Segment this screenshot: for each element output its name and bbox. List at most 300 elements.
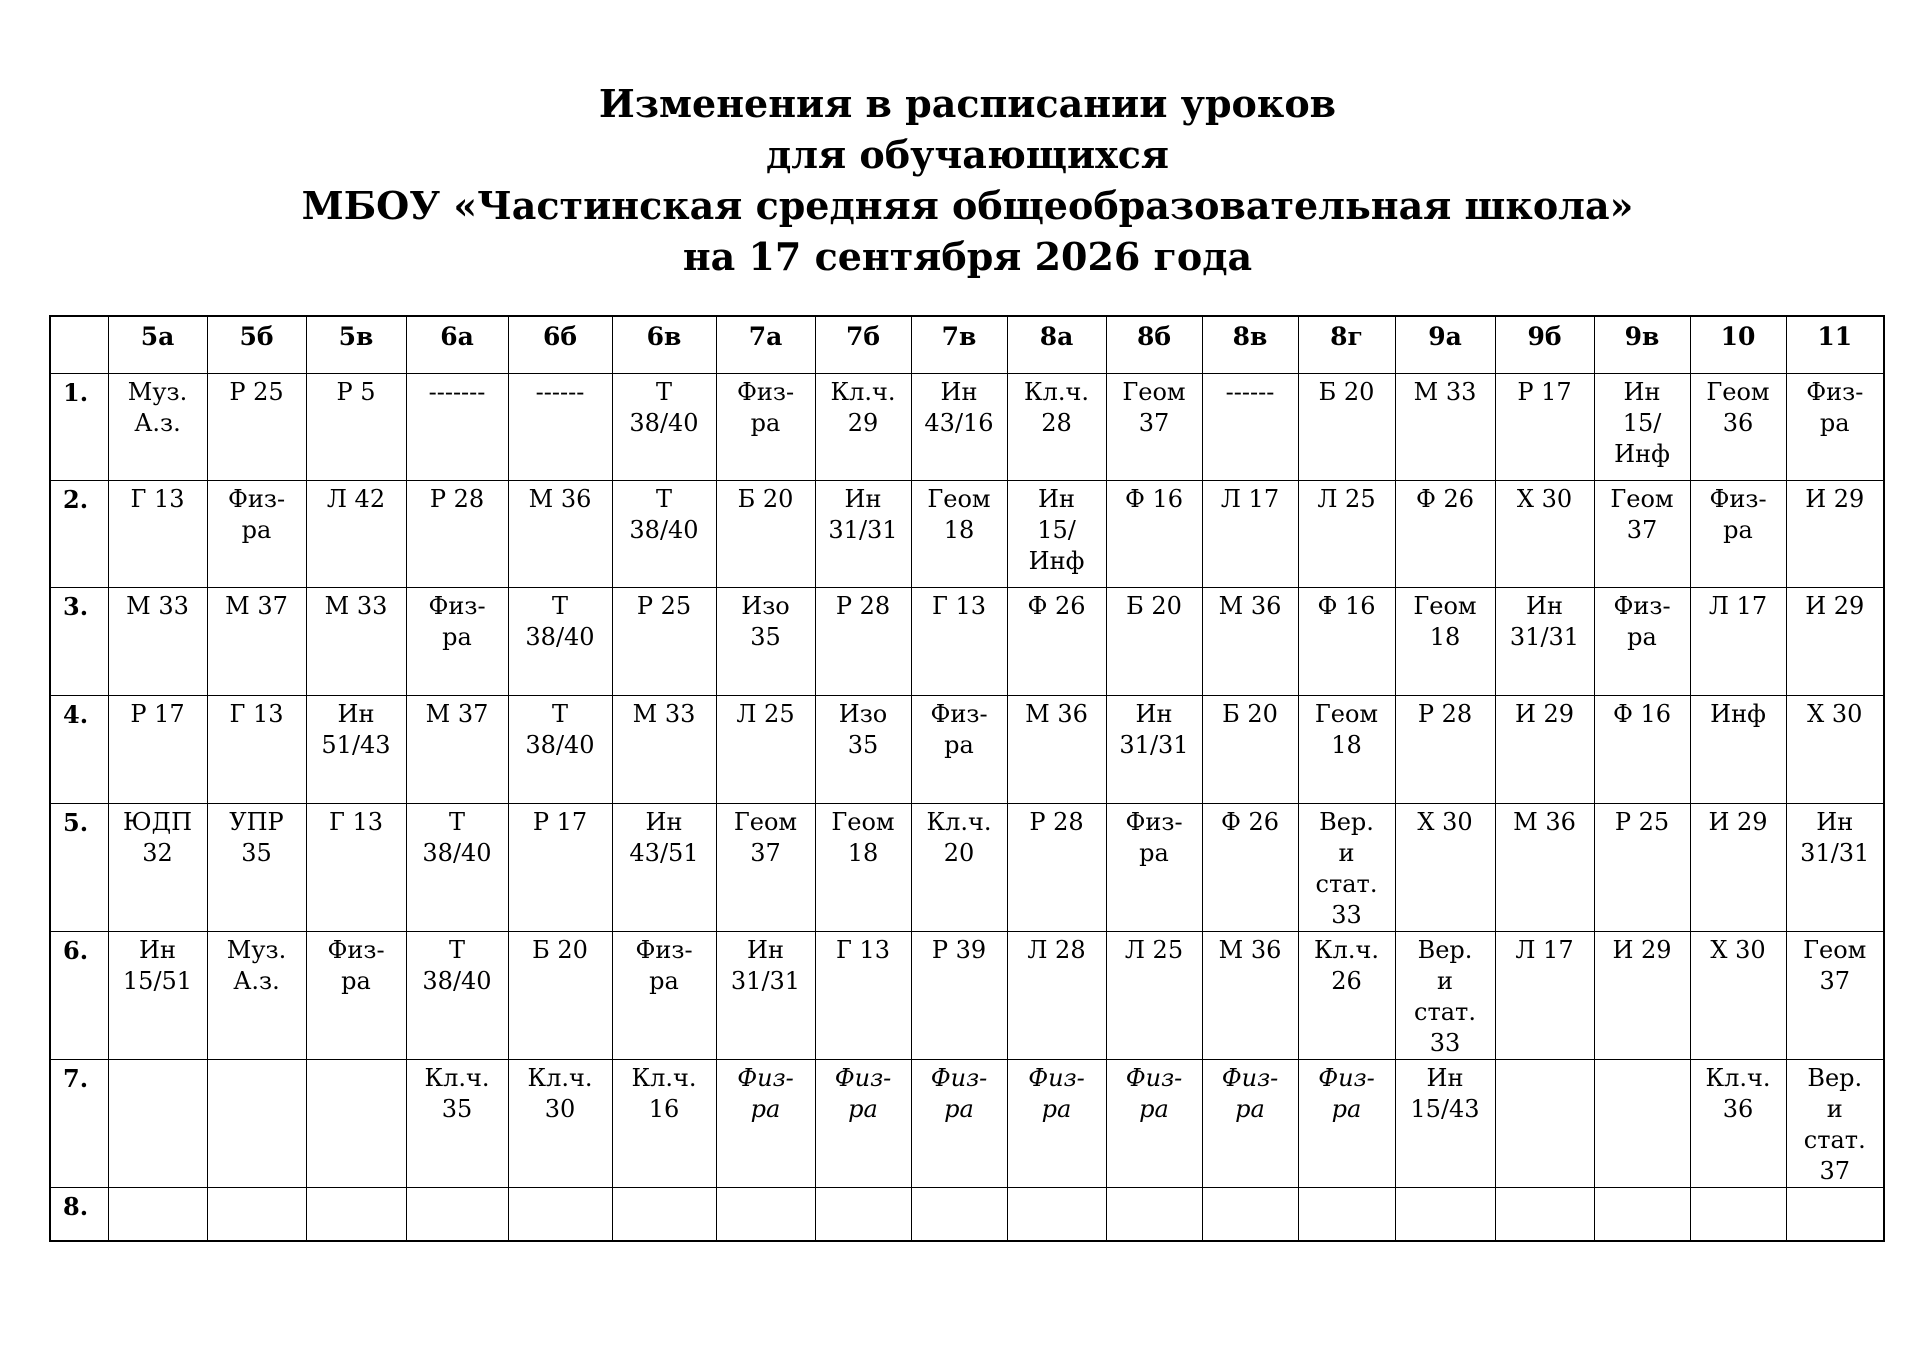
lesson-text: Геом 18: [927, 485, 991, 544]
lesson-cell: [716, 696, 815, 804]
lesson-cell: [508, 804, 612, 932]
lesson-cell: [1594, 1188, 1690, 1242]
lesson-cell: [108, 588, 207, 696]
lesson-cell: [1106, 1060, 1202, 1188]
lesson-cell: [1298, 374, 1395, 481]
lesson-text: Ин 31/31: [1800, 808, 1870, 867]
lesson-cell: [815, 1188, 911, 1242]
lesson-cell: [612, 374, 716, 481]
lesson-cell: [716, 374, 815, 481]
lesson-cell: [406, 932, 508, 1060]
column-header: 9б: [1495, 316, 1594, 374]
lesson-cell: [1395, 374, 1495, 481]
lesson-cell: [911, 588, 1007, 696]
lesson-cell: [612, 804, 716, 932]
lesson-cell: [1594, 588, 1690, 696]
lesson-text: Физ- ра: [834, 1064, 892, 1123]
lesson-text: Геом 18: [831, 808, 895, 867]
lesson-text: Кл.ч. 36: [1705, 1064, 1771, 1123]
lesson-text: Г 13: [229, 700, 284, 728]
lesson-text: Ин 43/16: [924, 378, 994, 437]
lesson-text: Р 39: [931, 936, 987, 964]
column-header: 9а: [1395, 316, 1495, 374]
lesson-text: Инф: [1710, 700, 1766, 728]
lesson-text: Р 28: [429, 485, 485, 513]
period-number: 5.: [50, 804, 108, 932]
lesson-cell: [1395, 1060, 1495, 1188]
lesson-text: Р 17: [130, 700, 185, 728]
lesson-text: Физ- ра: [227, 485, 286, 544]
lesson-cell: [1594, 1060, 1690, 1188]
lesson-text: Кл.ч. 28: [1024, 378, 1089, 437]
lesson-text: Л 17: [1708, 592, 1768, 620]
lesson-text: Х 30: [1417, 808, 1473, 836]
period-number: 4.: [50, 696, 108, 804]
lesson-cell: [716, 804, 815, 932]
lesson-cell: [508, 932, 612, 1060]
lesson-text: М 36: [528, 485, 592, 513]
lesson-text: Б 20: [737, 485, 794, 513]
lesson-text: Физ- ра: [930, 700, 988, 759]
lesson-text: Р 28: [835, 592, 891, 620]
lesson-text: Л 25: [736, 700, 795, 728]
lesson-cell: [406, 588, 508, 696]
lesson-cell: [1495, 1060, 1594, 1188]
lesson-cell: [1298, 804, 1395, 932]
lesson-cell: [1495, 481, 1594, 588]
lesson-cell: [1786, 932, 1884, 1060]
lesson-cell: [612, 696, 716, 804]
lesson-cell: [207, 696, 306, 804]
column-header: 7б: [815, 316, 911, 374]
lesson-cell: [1786, 481, 1884, 588]
lesson-cell: [1594, 932, 1690, 1060]
lesson-text: Геом 18: [1413, 592, 1477, 651]
lesson-text: И 29: [1514, 700, 1575, 728]
lesson-cell: [1202, 696, 1298, 804]
lesson-cell: [1594, 374, 1690, 481]
lesson-cell: [815, 804, 911, 932]
column-header: 9в: [1594, 316, 1690, 374]
lesson-cell: [1395, 588, 1495, 696]
column-header: 7а: [716, 316, 815, 374]
lesson-text: М 36: [1218, 592, 1282, 620]
lesson-cell: [1690, 374, 1786, 481]
column-header: 10: [1690, 316, 1786, 374]
lesson-cell: [1495, 374, 1594, 481]
lesson-cell: [1007, 481, 1106, 588]
lesson-text: Кл.ч. 35: [424, 1064, 490, 1123]
lesson-cell: [207, 374, 306, 481]
lesson-text: Ин 51/43: [321, 700, 391, 759]
lesson-text: Ф 26: [1415, 485, 1475, 513]
lesson-cell: [508, 1188, 612, 1242]
lesson-cell: [306, 481, 406, 588]
column-header: 5в: [306, 316, 406, 374]
lesson-text: Физ- ра: [1318, 1064, 1375, 1123]
lesson-text: Т 38/40: [629, 485, 699, 544]
lesson-cell: [1007, 588, 1106, 696]
lesson-cell: [716, 588, 815, 696]
lesson-text: Р 25: [229, 378, 284, 406]
lesson-cell: [1202, 374, 1298, 481]
lesson-cell: [1298, 481, 1395, 588]
lesson-cell: [1495, 804, 1594, 932]
table-row: [50, 1188, 1884, 1242]
lesson-text: Х 30: [1710, 936, 1766, 964]
lesson-cell: [612, 1060, 716, 1188]
lesson-text: И 29: [1805, 485, 1865, 513]
lesson-text: Б 20: [1318, 378, 1375, 406]
lesson-cell: [1786, 588, 1884, 696]
lesson-cell: [1007, 804, 1106, 932]
column-header: 6а: [406, 316, 508, 374]
corner-cell: [50, 316, 108, 374]
lesson-text: Р 25: [636, 592, 692, 620]
lesson-cell: [306, 804, 406, 932]
lesson-text: Физ- ра: [1709, 485, 1767, 544]
lesson-text: Л 28: [1027, 936, 1086, 964]
lesson-cell: [406, 374, 508, 481]
lesson-text: Изо 35: [741, 592, 790, 651]
lesson-text: Кл.ч. 20: [926, 808, 992, 867]
lesson-cell: [815, 588, 911, 696]
lesson-cell: [815, 696, 911, 804]
lesson-cell: [207, 804, 306, 932]
lesson-cell: [911, 804, 1007, 932]
lesson-cell: [406, 1188, 508, 1242]
lesson-cell: [1690, 932, 1786, 1060]
lesson-cell: [1106, 696, 1202, 804]
lesson-text: Физ- ра: [1806, 378, 1864, 437]
lesson-text: Ин 15/43: [1410, 1064, 1480, 1123]
lesson-text: М 33: [1413, 378, 1477, 406]
lesson-cell: [108, 696, 207, 804]
lesson-text: И 29: [1708, 808, 1768, 836]
lesson-text: М 37: [425, 700, 489, 728]
lesson-text: Ин 31/31: [730, 936, 801, 995]
lesson-cell: [1395, 932, 1495, 1060]
lesson-text: ------: [1225, 378, 1275, 406]
lesson-cell: [1298, 1188, 1395, 1242]
lesson-text: Л 17: [1515, 936, 1574, 964]
table-row: [50, 588, 1884, 696]
lesson-text: Муз. А.з.: [127, 378, 188, 437]
lesson-cell: [108, 932, 207, 1060]
lesson-text: ------: [535, 378, 585, 406]
lesson-text: Физ- ра: [737, 1064, 794, 1123]
lesson-cell: [1495, 696, 1594, 804]
lesson-cell: [1106, 1188, 1202, 1242]
lesson-cell: [1786, 1188, 1884, 1242]
lesson-cell: [508, 481, 612, 588]
lesson-cell: [1495, 932, 1594, 1060]
lesson-cell: [1106, 932, 1202, 1060]
lesson-text: Б 20: [1126, 592, 1182, 620]
lesson-cell: [1690, 481, 1786, 588]
period-number: 8.: [50, 1188, 108, 1242]
period-number: 7.: [50, 1060, 108, 1188]
lesson-cell: [406, 481, 508, 588]
lesson-cell: [612, 588, 716, 696]
lesson-text: М 33: [632, 700, 696, 728]
lesson-cell: [1690, 1060, 1786, 1188]
lesson-text: Физ- ра: [327, 936, 385, 995]
lesson-text: Ин 31/31: [1119, 700, 1189, 759]
lesson-text: Л 42: [326, 485, 386, 513]
lesson-text: Вер. и стат. 37: [1803, 1064, 1866, 1185]
lesson-text: Г 13: [835, 936, 891, 964]
lesson-cell: [716, 932, 815, 1060]
lesson-text: Л 25: [1317, 485, 1376, 513]
lesson-cell: [911, 932, 1007, 1060]
column-header: 7в: [911, 316, 1007, 374]
lesson-text: Ф 26: [1220, 808, 1280, 836]
lesson-text: Геом 18: [1314, 700, 1379, 759]
lesson-cell: [1202, 932, 1298, 1060]
lesson-cell: [911, 1060, 1007, 1188]
lesson-cell: [716, 481, 815, 588]
lesson-text: Физ- ра: [1221, 1064, 1279, 1123]
lesson-text: Геом 37: [1122, 378, 1186, 437]
table-row: [50, 932, 1884, 1060]
lesson-text: Ф 16: [1317, 592, 1376, 620]
lesson-cell: [1395, 481, 1495, 588]
lesson-cell: [1007, 1188, 1106, 1242]
lesson-cell: [1395, 696, 1495, 804]
column-header: 5б: [207, 316, 306, 374]
document-title: [0, 78, 1920, 282]
lesson-text: Р 28: [1417, 700, 1473, 728]
lesson-cell: [1786, 804, 1884, 932]
lesson-cell: [108, 804, 207, 932]
lesson-text: Х 30: [1807, 700, 1863, 728]
lesson-cell: [1106, 481, 1202, 588]
title-line-2: для обучающихся: [765, 132, 1169, 177]
lesson-cell: [1690, 1188, 1786, 1242]
lesson-cell: [612, 481, 716, 588]
lesson-text: М 33: [126, 592, 189, 620]
lesson-text: Изо 35: [838, 700, 888, 759]
lesson-cell: [1007, 932, 1106, 1060]
lesson-text: Р 28: [1029, 808, 1084, 836]
lesson-text: Физ- ра: [1125, 808, 1183, 867]
lesson-text: Т 38/40: [525, 700, 595, 759]
lesson-text: Физ- ра: [635, 936, 693, 995]
lesson-cell: [306, 588, 406, 696]
lesson-cell: [1395, 1188, 1495, 1242]
lesson-text: Т 38/40: [422, 808, 492, 867]
column-header: 8а: [1007, 316, 1106, 374]
lesson-cell: [306, 696, 406, 804]
title-line-3: МБОУ «Частинская средняя общеобразовательная школа»: [301, 183, 1634, 228]
lesson-text: ЮДП 32: [122, 808, 193, 867]
lesson-cell: [207, 481, 306, 588]
lesson-cell: [508, 1060, 612, 1188]
lesson-text: М 36: [1218, 936, 1282, 964]
lesson-text: Физ- ра: [428, 592, 486, 651]
lesson-cell: [508, 696, 612, 804]
lesson-cell: [612, 1188, 716, 1242]
lesson-text: И 29: [1805, 592, 1865, 620]
lesson-text: Геом 37: [733, 808, 798, 867]
lesson-cell: [911, 696, 1007, 804]
column-header: 8г: [1298, 316, 1395, 374]
lesson-cell: [1106, 588, 1202, 696]
lesson-cell: [1594, 804, 1690, 932]
lesson-cell: [1594, 696, 1690, 804]
table-row: [50, 481, 1884, 588]
lesson-cell: [815, 374, 911, 481]
header-row: [50, 316, 1884, 374]
lesson-cell: [1786, 696, 1884, 804]
title-line-4: на 17 сентября 2026 года: [682, 234, 1253, 279]
lesson-cell: [108, 1188, 207, 1242]
lesson-text: Ин 43/51: [629, 808, 699, 867]
lesson-cell: [207, 932, 306, 1060]
lesson-text: М 33: [324, 592, 388, 620]
lesson-text: Ин 15/ Инф: [1028, 485, 1085, 575]
lesson-cell: [716, 1060, 815, 1188]
title-line-1: Изменения в расписании уроков: [598, 81, 1337, 126]
column-header: 5а: [108, 316, 207, 374]
lesson-cell: [306, 374, 406, 481]
table-row: [50, 804, 1884, 932]
lesson-cell: [207, 1188, 306, 1242]
lesson-text: УПР 35: [229, 808, 284, 867]
lesson-cell: [815, 1060, 911, 1188]
lesson-text: Вер. и стат. 33: [1414, 936, 1476, 1057]
column-header: 6в: [612, 316, 716, 374]
lesson-text: Физ- ра: [1613, 592, 1671, 651]
lesson-cell: [612, 932, 716, 1060]
lesson-cell: [1594, 481, 1690, 588]
lesson-text: Кл.ч. 29: [830, 378, 896, 437]
lesson-text: Г 13: [130, 485, 185, 513]
table-row: [50, 696, 1884, 804]
lesson-text: М 36: [1025, 700, 1088, 728]
lesson-text: Кл.ч. 16: [631, 1064, 697, 1123]
lesson-cell: [1106, 804, 1202, 932]
lesson-cell: [1690, 588, 1786, 696]
lesson-text: Р 25: [1614, 808, 1670, 836]
lesson-text: Ф 26: [1027, 592, 1086, 620]
lesson-cell: [815, 481, 911, 588]
lesson-cell: [911, 374, 1007, 481]
lesson-text: Геом 36: [1706, 378, 1770, 437]
column-header: 11: [1786, 316, 1884, 374]
lesson-cell: [1298, 1060, 1395, 1188]
lesson-text: Л 25: [1124, 936, 1184, 964]
lesson-text: Б 20: [532, 936, 588, 964]
lesson-cell: [1298, 588, 1395, 696]
lesson-text: Р 5: [336, 378, 376, 406]
lesson-text: Т 38/40: [629, 378, 699, 437]
lesson-text: М 37: [225, 592, 288, 620]
table-row: [50, 374, 1884, 481]
lesson-cell: [108, 1060, 207, 1188]
lesson-cell: [306, 1188, 406, 1242]
lesson-cell: [1106, 374, 1202, 481]
lesson-cell: [911, 481, 1007, 588]
lesson-cell: [406, 1060, 508, 1188]
lesson-cell: [406, 696, 508, 804]
table-row: [50, 1060, 1884, 1188]
schedule-table: [49, 315, 1885, 1242]
lesson-cell: [1395, 804, 1495, 932]
lesson-text: Физ- ра: [1125, 1064, 1183, 1123]
lesson-text: М 36: [1513, 808, 1576, 836]
lesson-cell: [1786, 1060, 1884, 1188]
lesson-cell: [207, 1060, 306, 1188]
lesson-cell: [911, 1188, 1007, 1242]
lesson-cell: [1495, 1188, 1594, 1242]
lesson-text: -------: [428, 378, 486, 406]
lesson-cell: [108, 374, 207, 481]
lesson-text: Физ- ра: [1028, 1064, 1085, 1123]
column-header: 8б: [1106, 316, 1202, 374]
lesson-text: Р 17: [1517, 378, 1572, 406]
lesson-cell: [1202, 1060, 1298, 1188]
lesson-cell: [1298, 932, 1395, 1060]
lesson-text: Физ- ра: [736, 378, 795, 437]
schedule-body: [50, 374, 1884, 1242]
lesson-text: Физ- ра: [930, 1064, 988, 1123]
lesson-text: Геом 37: [1803, 936, 1867, 995]
lesson-text: Р 17: [532, 808, 588, 836]
period-number: 2.: [50, 481, 108, 588]
lesson-cell: [1298, 696, 1395, 804]
lesson-cell: [1007, 1060, 1106, 1188]
lesson-cell: [1202, 481, 1298, 588]
lesson-cell: [815, 932, 911, 1060]
lesson-text: Л 17: [1220, 485, 1280, 513]
lesson-cell: [508, 374, 612, 481]
lesson-text: Б 20: [1222, 700, 1278, 728]
lesson-cell: [306, 1060, 406, 1188]
lesson-text: Ф 16: [1612, 700, 1672, 728]
lesson-cell: [1007, 696, 1106, 804]
lesson-text: Геом 37: [1610, 485, 1674, 544]
lesson-text: Кл.ч. 30: [527, 1064, 593, 1123]
lesson-cell: [1495, 588, 1594, 696]
lesson-text: Г 13: [931, 592, 987, 620]
lesson-cell: [306, 932, 406, 1060]
lesson-text: Ф 16: [1124, 485, 1184, 513]
lesson-text: Х 30: [1516, 485, 1573, 513]
lesson-text: Ин 31/31: [1509, 592, 1580, 651]
period-number: 1.: [50, 374, 108, 481]
lesson-cell: [406, 804, 508, 932]
lesson-text: Вер. и стат. 33: [1315, 808, 1378, 929]
period-number: 6.: [50, 932, 108, 1060]
lesson-text: Т 38/40: [525, 592, 595, 651]
lesson-cell: [508, 588, 612, 696]
lesson-cell: [1202, 804, 1298, 932]
period-number: 3.: [50, 588, 108, 696]
lesson-cell: [716, 1188, 815, 1242]
column-header: 8в: [1202, 316, 1298, 374]
lesson-cell: [1202, 1188, 1298, 1242]
column-header: 6б: [508, 316, 612, 374]
lesson-text: Ин 31/31: [828, 485, 898, 544]
lesson-cell: [1007, 374, 1106, 481]
lesson-cell: [108, 481, 207, 588]
lesson-text: Ин 15/ Инф: [1614, 378, 1670, 468]
lesson-cell: [1690, 696, 1786, 804]
lesson-text: Г 13: [328, 808, 384, 836]
lesson-cell: [1202, 588, 1298, 696]
